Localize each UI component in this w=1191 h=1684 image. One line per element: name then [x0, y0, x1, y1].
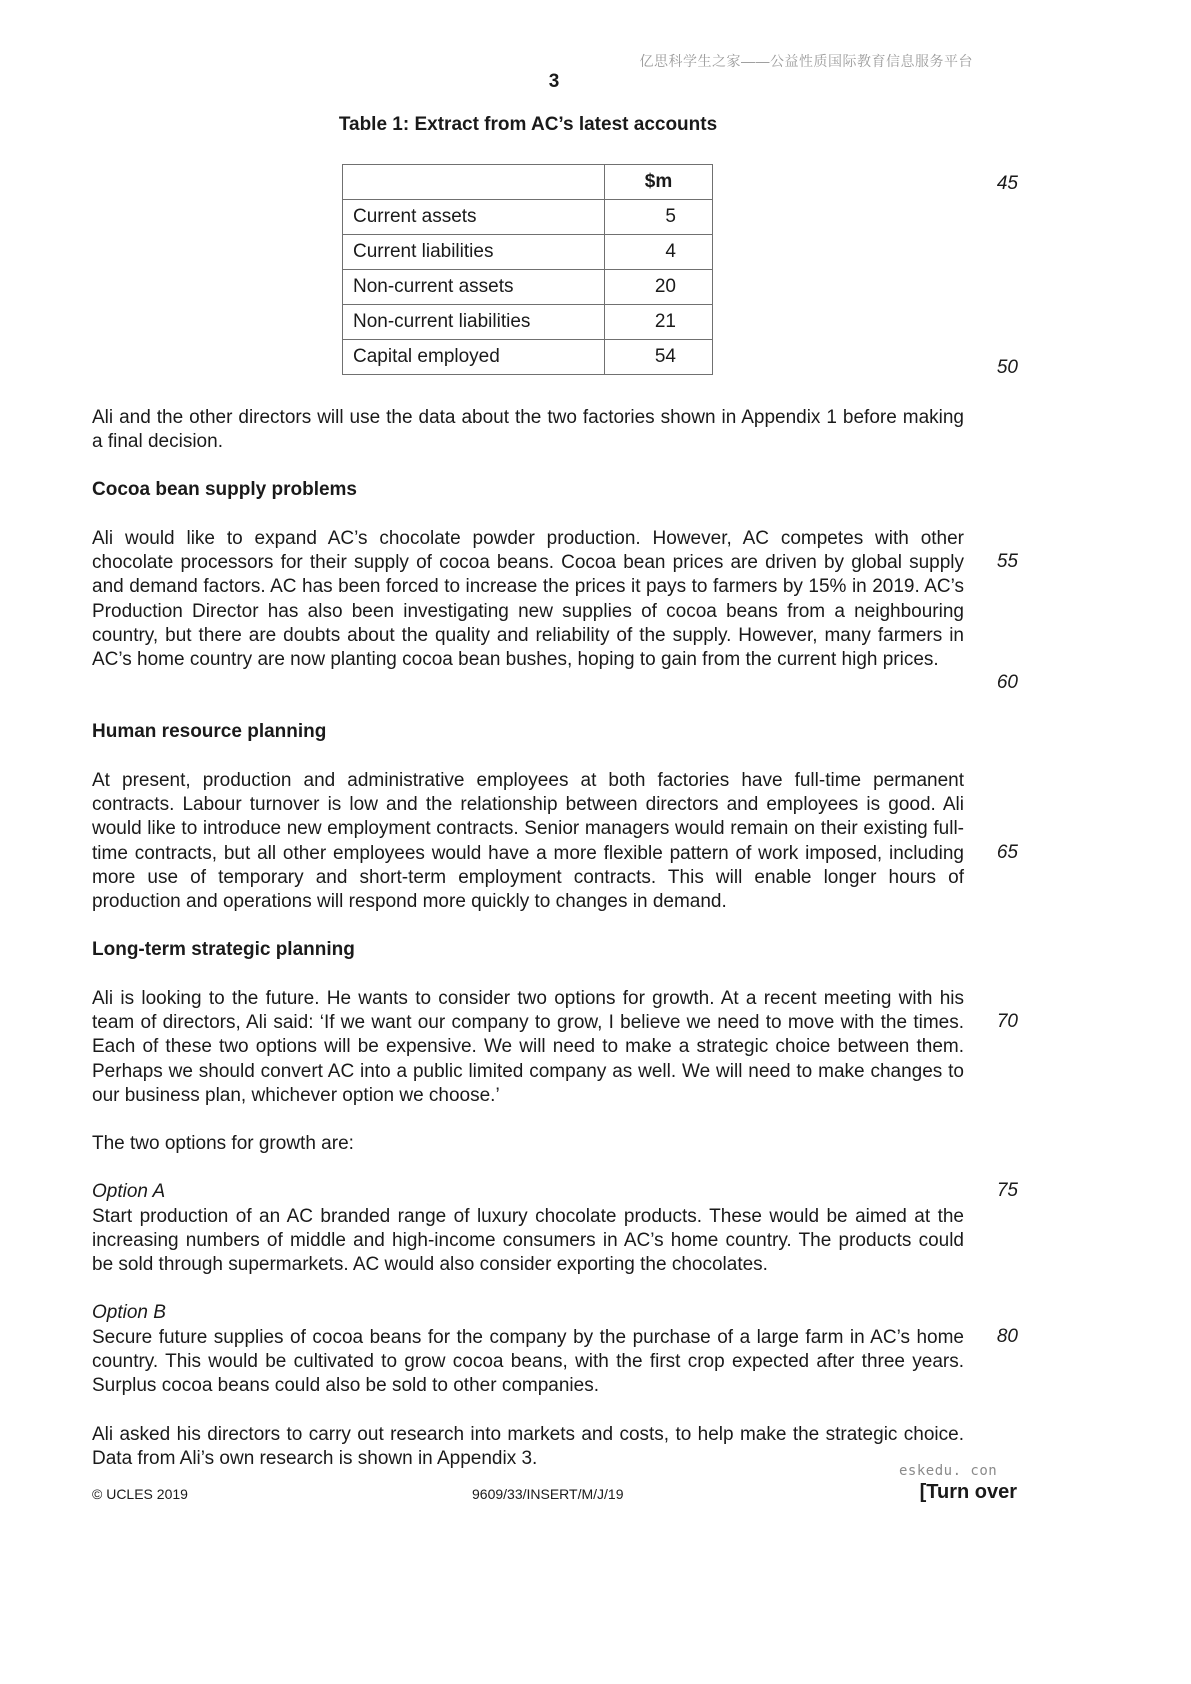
- line-number: 55: [996, 551, 1018, 572]
- line-number: 75: [996, 1180, 1018, 1201]
- strategy-paragraph: Ali is looking to the future. He wants to consider two options for growth. At a recent meeting with his team of directors, Ali said: ‘If we want our company to grow, I believe we need to move with the times. Each of these two options will be expensive. We will need to make a strategic choice between them. Perhaps we should convert AC into a public limited company as well. We will need to make changes to our business plan, whichever option we choose.’: [92, 988, 964, 1106]
- option-b-paragraph: Secure future supplies of cocoa beans for the company by the purchase of a large farm in AC’s home country. This would be cultivated to grow cocoa beans, with the first crop expected after three years. Surplus cocoa beans could also be sold to other companies.: [92, 1327, 964, 1397]
- table-cell-label: Non-current liabilities: [343, 305, 605, 340]
- options-intro: The two options for growth are:: [92, 1133, 354, 1154]
- table-cell-value: 21: [605, 305, 713, 340]
- line-number: 45: [996, 173, 1018, 194]
- footer-copyright: © UCLES 2019: [92, 1486, 188, 1502]
- table-cell-value: 4: [605, 235, 713, 270]
- footer-code: 9609/33/INSERT/M/J/19: [472, 1486, 624, 1502]
- section-heading-hr: Human resource planning: [92, 721, 327, 742]
- line-number: 50: [996, 357, 1018, 378]
- option-b-label: Option B: [92, 1302, 166, 1323]
- option-a-paragraph: Start production of an AC branded range of luxury chocolate products. These would be aimed at the increasing numbers of middle and high-income consumers in AC’s home country. The products could be sold through supermarkets. AC would also consider exporting the chocolates.: [92, 1206, 964, 1276]
- table-cell-value: 20: [605, 270, 713, 305]
- watermark-top: 亿思科学生之家——公益性质国际教育信息服务平台: [639, 53, 973, 69]
- line-number: 60: [996, 672, 1018, 693]
- table-cell-label: Current liabilities: [343, 235, 605, 270]
- table-title: Table 1: Extract from AC’s latest accounts: [338, 114, 718, 135]
- table-row: [343, 200, 713, 235]
- accounts-table: [342, 164, 713, 375]
- table-cell-label: Current assets: [343, 200, 605, 235]
- line-number: 70: [996, 1011, 1018, 1032]
- table-row: [343, 340, 713, 375]
- intro-paragraph: Ali and the other directors will use the data about the two factories shown in Appendix 1 before making a final decision.: [92, 407, 964, 453]
- section-heading-cocoa: Cocoa bean supply problems: [92, 479, 357, 500]
- section-heading-strategy: Long-term strategic planning: [92, 939, 355, 960]
- table-cell-label: Capital employed: [343, 340, 605, 375]
- table-row: [343, 305, 713, 340]
- table-cell-value: 54: [605, 340, 713, 375]
- table-cell-value: 5: [605, 200, 713, 235]
- table-header-cell: $m: [605, 165, 713, 200]
- line-number: 65: [996, 842, 1018, 863]
- hr-paragraph: At present, production and administrative employees at both factories have full-time permanent contracts. Labour turnover is low and the relationship between directors and employees is good. Ali would like to introduce new employment contracts. Senior managers would remain on their existing full-time contracts, but all other employees would have a more flexible pattern of work imposed, including more use of temporary and short-term employment contracts. This will enable longer hours of production and operations will respond more quickly to changes in demand.: [92, 770, 964, 913]
- table-header-row: [343, 165, 713, 200]
- line-number: 80: [996, 1326, 1018, 1347]
- footer-turn-over: [Turn over: [919, 1481, 1017, 1503]
- table-row: [343, 235, 713, 270]
- table-row: [343, 270, 713, 305]
- cocoa-paragraph: Ali would like to expand AC’s chocolate powder production. However, AC competes with other chocolate processors for their supply of cocoa beans. Cocoa bean prices are driven by global supply and demand factors. AC has been forced to increase the prices it pays to farmers by 15% in 2019. AC’s Production Director has also been investigating new supplies of cocoa beans from a neighbouring country, but there are doubts about the quality and reliability of the supply. However, many farmers in AC’s home country are now planting cocoa bean bushes, hoping to gain from the current high prices.: [92, 528, 964, 671]
- table-header-cell: [343, 165, 605, 200]
- page-number: 3: [548, 71, 560, 92]
- option-a-label: Option A: [92, 1181, 166, 1202]
- watermark-bottom: eskedu. con: [899, 1463, 998, 1479]
- research-paragraph: Ali asked his directors to carry out research into markets and costs, to help make the strategic choice. Data from Ali’s own research is shown in Appendix 3.: [92, 1424, 964, 1470]
- table-cell-label: Non-current assets: [343, 270, 605, 305]
